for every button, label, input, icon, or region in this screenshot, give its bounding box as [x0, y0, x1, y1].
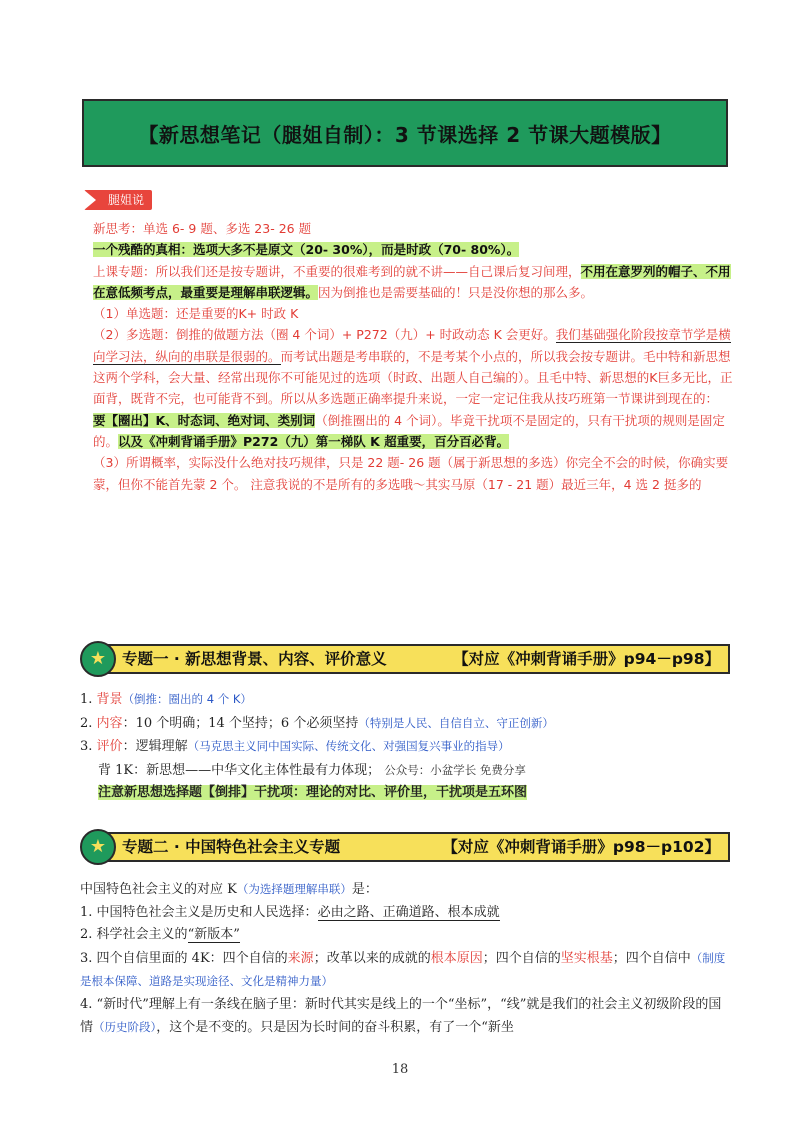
page-title: 【新思想笔记（腿姐自制）：3 节课选择 2 节课大题模版】 — [138, 122, 672, 147]
item-number: 3. — [80, 739, 93, 754]
watermark-text: 公众号：小盆学长 免费分享 — [384, 762, 526, 777]
list-item — [80, 994, 730, 1040]
note-text: 不用在意罗列的帽子、不用在意低频考点，最重要是理解串联逻辑。 — [93, 263, 731, 300]
note-line — [93, 410, 733, 453]
item-text: 背 1K：新思想——中华文化主体性最有力体现； — [98, 762, 381, 778]
note-text: 我们基础强化阶段按章节学是横向学习法，纵向的串联是很弱的。 — [93, 327, 731, 364]
item-number: 3. — [80, 950, 93, 966]
item-number: 2. — [80, 715, 93, 731]
item-text: ，这个是不变的。只是因为长时间的奋斗积累，有了一个“新坐 — [156, 1020, 514, 1035]
section-title: 专题二 · 中国特色社会主义专题 — [122, 838, 341, 856]
section-reference: 【对应《冲刺背诵手册》p94－p98】 — [453, 650, 720, 668]
page-number: 18 — [391, 1062, 409, 1077]
note-text: （2）多选题：倒推的做题方法（圈 4 个词）+ P272（九）+ 时政动态 K 会更好。 — [93, 327, 556, 343]
note-line — [93, 303, 733, 324]
note-text: 上课专题：所以我们还是按专题讲，不重要的很难考到的就不讲——自己课后复习间理， — [93, 263, 581, 279]
list-item — [80, 712, 730, 736]
item-number: 1. — [80, 904, 93, 920]
tag-label: 腿姐说 — [84, 190, 152, 210]
note-text: （历史阶段） — [93, 1020, 157, 1034]
note-text: 以及《冲刺背诵手册》P272（九）第一梯队 K 超重要，百分百必背。 — [118, 433, 510, 449]
tag-arrow-icon — [84, 190, 96, 210]
note-text: 要【圈出】K、时态词、绝对词、类别词 — [93, 412, 316, 428]
note-text: 而考试出题是考串联的，不是考某个小点的，所以我会按专题讲。毛中特和新思想这两个学科，会大量、经常出现你不可能见过的选项（时政、出题人自己编的）。且毛中特、新思想的K巨多无比，正面背，既背不完，也可能背不到。所以从多选题正确率提升来说，一定一定记住我从技巧班第一节课讲到现在的： — [93, 348, 733, 407]
item-text: ；改革以来的成就的 — [313, 950, 431, 966]
note-line — [93, 261, 733, 304]
list-item — [80, 878, 730, 902]
star-badge-icon: ★ — [80, 829, 116, 865]
note-text: （倒推：圈出的 4 个 K） — [122, 692, 252, 706]
item-text: ；四个自信的 — [482, 950, 561, 966]
note-text: 新思考：单选 6- 9 题、多选 23- 26 题 — [93, 221, 312, 236]
list-item — [80, 759, 730, 783]
note-line — [93, 452, 733, 495]
handwritten-notes — [93, 218, 733, 495]
section-reference: 【对应《冲刺背诵手册》p98－p102】 — [442, 838, 720, 856]
note-text: 因为倒推也是需要基础的！只是没你想的那么多。 — [318, 284, 594, 300]
list-item — [80, 924, 730, 947]
item-number: 4. — [80, 996, 93, 1012]
keyword: 背景 — [96, 692, 123, 707]
item-text: 注意新思想选择题【倒排】干扰项：理论的对比、评价里，干扰项是五环图 — [98, 785, 528, 800]
note-line — [93, 239, 733, 260]
list-item — [80, 902, 730, 925]
note-text: （1）单选题：还是重要的K+ 时政 K — [93, 306, 299, 322]
item-text: ；四个自信中 — [612, 950, 691, 966]
item-number: 1. — [80, 692, 93, 707]
note-text: （倒推圈出的 4 个词）。毕竟干扰项不是固定的，只有干扰项的规则是固定的。 — [93, 412, 725, 449]
item-text: “新时代”理解上有一条线在脑子里：新时代其实是线上的一个“坐标”，“线”就是我们的社会主义初级阶段的国情 — [80, 996, 722, 1035]
title-banner — [82, 99, 728, 167]
item-text: 是： — [351, 882, 378, 897]
list-item — [80, 735, 730, 759]
note-text: 一个残酷的真相：选项大多不是原文（20- 30%），而是时政（70- 80%）。 — [93, 242, 520, 258]
keyword: 内容 — [96, 715, 123, 731]
note-text: （为选择题理解串联） — [236, 882, 352, 896]
section-2-body — [80, 878, 730, 1040]
item-text: ：10 个明确；14 个坚持；6 个必须坚持 — [122, 715, 359, 731]
keyword: 评价 — [96, 739, 123, 754]
note-line — [93, 324, 733, 409]
section-1-header — [80, 641, 730, 677]
note-text: （特别是人民、自信自立、守正创新） — [358, 715, 554, 730]
note-text: （3）所谓概率，实际没什么绝对技巧规律，只是 22 题- 26 题（属于新思想的多选）你完全不会的时候，你确实要蒙，但你不能首先蒙 2 个。 注意我说的不是所有的多选哦～其实马原（17 - 21 题）最近三年，4 选 2 挺多的 — [93, 455, 729, 492]
item-text: 中国特色社会主义的对应 K — [80, 882, 237, 897]
section-title: 专题一 · 新思想背景、内容、评价意义 — [122, 650, 387, 668]
list-item — [80, 782, 730, 805]
item-text: ：逻辑理解 — [122, 739, 188, 754]
item-number: 2. — [80, 927, 93, 942]
item-text: 必由之路、正确道路、根本成就 — [317, 904, 500, 920]
note-line — [93, 218, 733, 239]
item-text: 科学社会主义的 — [96, 927, 188, 942]
list-item — [80, 947, 730, 994]
star-badge-icon: ★ — [80, 641, 116, 677]
item-text: 中国特色社会主义是历史和人民选择： — [96, 904, 318, 920]
note-text: （制度是根本保障、道路是实现途径、文化是精神力量） — [80, 950, 726, 988]
item-text: “新版本” — [187, 927, 240, 942]
item-text: 四个自信里面的 4K：四个自信的 — [96, 950, 288, 966]
list-item — [80, 688, 730, 712]
section-2-header — [80, 829, 730, 865]
keyword: 来源 — [287, 950, 314, 966]
keyword: 坚实根基 — [560, 950, 613, 966]
keyword: 根本原因 — [430, 950, 483, 966]
note-text: （马克思主义同中国实际、传统文化、对强国复兴事业的指导） — [187, 739, 510, 753]
section-1-body — [80, 688, 730, 805]
